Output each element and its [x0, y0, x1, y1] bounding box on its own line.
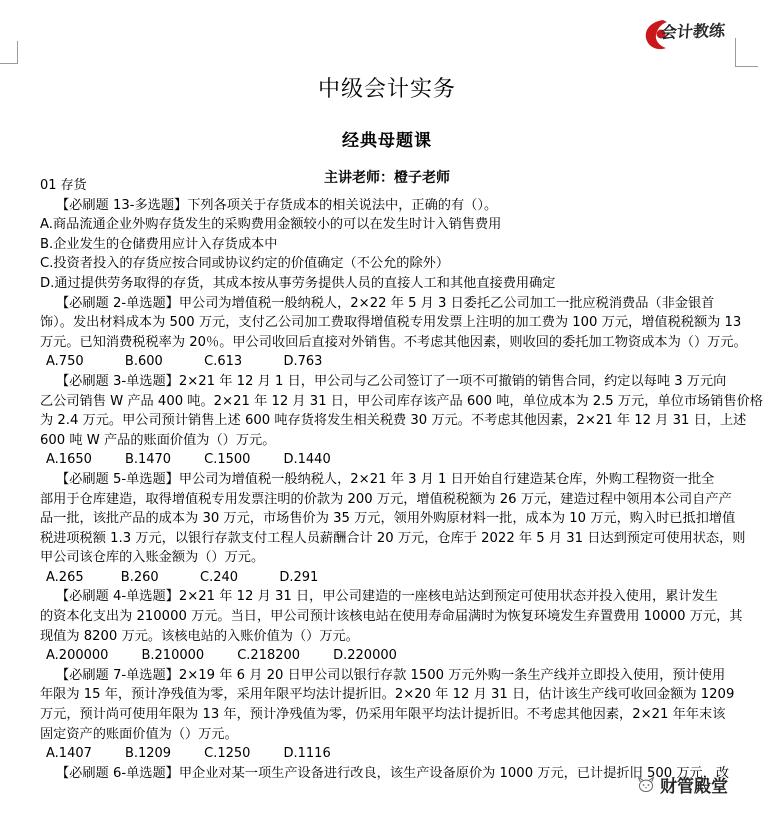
question-body-line: 饰）。发出材料成本为 500 万元，支付乙公司加工费取得增值税专用发票上注明的加工费为 100 万元，增值税税额为 13 [40, 315, 742, 331]
watermark-text: 财管殿堂 [660, 777, 728, 797]
question-body-line: 部用于仓库建造，取得增值税专用发票注明的价款为 200 万元，增值税税额为 26 万元，建造过程中领用本公司自产产 [40, 491, 732, 507]
section-heading: 01 存货 [40, 178, 87, 193]
choice-item: B.企业发生的仓储费用应计入存货成本中 [40, 236, 278, 252]
question-header: 【必刷题 7-单选题】2×19 年 6 月 20 日甲公司以银行存款 1500 万元外购一条生产线并立即投入使用，预计使用 [56, 667, 726, 683]
question-body-line: 乙公司销售 W 产品 400 吨。2×21 年 12 月 31 日，甲公司库存该产品 600 吨，单位成本为 2.5 万元，单位市场销售价格 [40, 393, 763, 409]
choice-item: C.投资者投入的存货应按合同或协议约定的价值确定（不公允的除外） [40, 256, 450, 272]
cat-face-icon [636, 776, 656, 794]
question-body-line: 品一批，该批产品的成本为 30 万元，市场售价为 35 万元，领用外购原材料一批，成本为 10 万元，购入时已抵扣增值 [40, 511, 736, 527]
question-body-line: 税进项税额 1.3 万元，以银行存款支付工程人员薪酬合计 20 万元，仓库于 2022 年 5 月 31 日达到预定可使用状态，则 [40, 530, 746, 546]
teacher-line: 主讲老师：橙子老师 [324, 170, 450, 186]
question-header: 【必刷题 3-单选题】2×21 年 12 月 1 日，甲公司与乙公司签订了一项不可撤销的销售合同，约定以每吨 3 万元向 [56, 373, 727, 389]
question-header: 【必刷题 6-单选题】甲企业对某一项生产设备进行改良，该生产设备原价为 1000 万元，已计提折旧 500 万元，改 [56, 765, 730, 781]
page-margin-mark-top-right [735, 38, 758, 67]
page-margin-mark-top-left [0, 41, 18, 64]
question-header: 【必刷题 2-单选题】甲公司为增值税一般纳税人，2×22 年 5 月 3 日委托乙公司加工一批应税消费品（非金银首 [56, 295, 715, 311]
question-body-line: 万元。已知消费税税率为 20％。甲公司收回后直接对外销售。不考虑其他因素，则收回的委托加工物资成本为（）万元。 [40, 334, 747, 350]
question-header: 【必刷题 5-单选题】甲公司为增值税一般纳税人，2×21 年 3 月 1 日开始自行建造某仓库，外购工程物资一批全 [56, 471, 715, 487]
question-body-line: 为 2.4 万元。甲公司预计销售上述 600 吨存货将发生相关税费 30 万元。不考虑其他因素，2×21 年 12 月 31 日，上述 [40, 413, 747, 429]
question-body-line: 600 吨 W 产品的账面价值为（）万元。 [40, 432, 276, 448]
answer-options-row: A.200000 B.210000 C.218200 D.220000 [46, 648, 397, 664]
page-subtitle: 经典母题课 [342, 131, 432, 151]
brand-logo [641, 14, 733, 54]
answer-options-row: A.750 B.600 C.613 D.763 [46, 354, 323, 370]
watermark [636, 772, 728, 797]
page-title: 中级会计实务 [317, 77, 456, 102]
answer-options-row: A.1650 B.1470 C.1500 D.1440 [46, 452, 331, 468]
choice-item: D.通过提供劳务取得的存货，其成本按从事劳务提供人员的直接人工和其他直接费用确定 [40, 275, 556, 291]
question-body-line: 固定资产的账面价值为（）万元。 [40, 726, 238, 742]
choice-item: A.商品流通企业外购存货发生的采购费用金额较小的可以在发生时计入销售费用 [40, 217, 502, 233]
answer-options-row: A.1407 B.1209 C.1250 D.1116 [46, 746, 331, 762]
question-body-line: 现值为 8200 万元。该核电站的入账价值为（）万元。 [40, 628, 359, 644]
question-body-line: 甲公司该仓库的入账金额为（）万元。 [40, 550, 265, 566]
answer-options-row: A.265 B.260 C.240 D.291 [46, 569, 319, 585]
question-header: 【必刷题 13-多选题】下列各项关于存货成本的相关说法中，正确的有（）。 [56, 197, 498, 213]
document-body [40, 176, 763, 783]
question-body-line: 的资本化支出为 210000 万元。当日，甲公司预计该核电站在使用寿命届满时为恢复环境发生弃置费用 10000 万元，其 [40, 609, 743, 625]
logo-wordmark: 会计教练 [660, 20, 726, 43]
question-header: 【必刷题 4-单选题】2×21 年 12 月 31 日，甲公司建造的一座核电站达到预定可使用状态并投入使用，累计发生 [56, 589, 718, 605]
question-body-line: 万元，预计尚可使用年限为 13 年，预计净残值为零，仍采用年限平均法计提折旧。不考虑其他因素，2×21 年年末该 [40, 707, 726, 723]
question-body-line: 年限为 15 年，预计净残值为零，采用年限平均法计提折旧。2×20 年 12 月 31 日，估计该生产线可收回金额为 1209 [40, 687, 735, 703]
